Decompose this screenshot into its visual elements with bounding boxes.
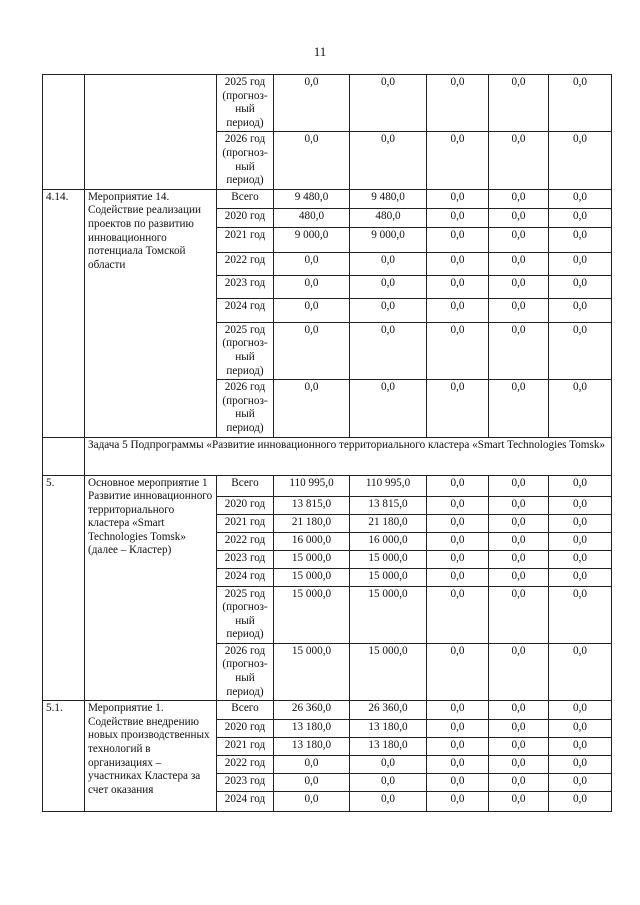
value-cell: 0,0	[549, 75, 612, 132]
value-cell: 0,0	[427, 208, 489, 227]
value-cell: 0,0	[549, 298, 612, 322]
value-cell: 0,0	[549, 252, 612, 275]
period-cell: 2021 год	[217, 514, 274, 532]
value-cell: 16 000,0	[274, 532, 350, 550]
value-cell: 0,0	[549, 132, 612, 189]
value-cell: 9 000,0	[274, 227, 350, 252]
value-cell: 0,0	[274, 756, 350, 774]
measure-4-14-number: 4.14.	[43, 189, 85, 437]
value-cell: 0,0	[489, 514, 549, 532]
value-cell: 0,0	[549, 208, 612, 227]
value-cell: 0,0	[427, 275, 489, 298]
value-cell: 0,0	[350, 322, 427, 379]
value-cell: 21 180,0	[350, 514, 427, 532]
value-cell: 26 360,0	[274, 701, 350, 720]
value-cell: 0,0	[427, 475, 489, 496]
value-cell: 0,0	[350, 275, 427, 298]
value-cell: 13 815,0	[274, 496, 350, 514]
value-cell: 0,0	[489, 252, 549, 275]
value-cell: 0,0	[427, 298, 489, 322]
value-cell: 0,0	[350, 792, 427, 812]
value-cell: 0,0	[274, 298, 350, 322]
period-cell: 2020 год	[217, 720, 274, 738]
value-cell: 15 000,0	[274, 550, 350, 568]
value-cell: 0,0	[549, 701, 612, 720]
value-cell: 0,0	[489, 550, 549, 568]
value-cell: 0,0	[427, 701, 489, 720]
value-cell: 0,0	[427, 774, 489, 792]
period-cell: 2022 год	[217, 532, 274, 550]
value-cell: 110 995,0	[350, 475, 427, 496]
value-cell: 0,0	[274, 275, 350, 298]
period-cell: 2020 год	[217, 208, 274, 227]
value-cell: 0,0	[427, 792, 489, 812]
value-cell: 0,0	[489, 208, 549, 227]
value-cell: 0,0	[274, 380, 350, 437]
value-cell: 0,0	[274, 322, 350, 379]
value-cell: 0,0	[549, 568, 612, 586]
value-cell: 15 000,0	[350, 568, 427, 586]
value-cell: 0,0	[350, 774, 427, 792]
measure-4-14-title: Мероприятие 14. Содействие реализации проектов по развитию инновационного потенциала Томской области	[85, 189, 217, 437]
value-cell: 0,0	[489, 532, 549, 550]
value-cell: 0,0	[489, 643, 549, 700]
value-cell: 0,0	[489, 227, 549, 252]
measure-5-1-title: Мероприятие 1. Содействие внедрению новых производственных технологий в организациях – участниках Кластера за счет оказания	[85, 701, 217, 812]
value-cell: 13 815,0	[350, 496, 427, 514]
value-cell: 15 000,0	[274, 586, 350, 643]
value-cell: 26 360,0	[350, 701, 427, 720]
measure-5-title: Основное мероприятие 1 Развитие инновационного территориального кластера «Smart Technologies Tomsk» (далее – Кластер)	[85, 475, 217, 701]
value-cell: 0,0	[427, 586, 489, 643]
value-cell: 0,0	[489, 189, 549, 208]
value-cell: 0,0	[489, 568, 549, 586]
value-cell: 0,0	[549, 792, 612, 812]
period-cell: 2022 год	[217, 756, 274, 774]
value-cell: 0,0	[489, 275, 549, 298]
period-cell: 2023 год	[217, 774, 274, 792]
period-cell: 2025 год (прогноз-ный период)	[217, 75, 274, 132]
value-cell: 13 180,0	[274, 738, 350, 756]
continuation-row	[43, 75, 612, 132]
value-cell: 0,0	[489, 586, 549, 643]
value-cell: 0,0	[427, 514, 489, 532]
value-cell: 0,0	[489, 132, 549, 189]
value-cell: 0,0	[549, 774, 612, 792]
period-cell: Всего	[217, 189, 274, 208]
value-cell: 0,0	[350, 380, 427, 437]
value-cell: 0,0	[489, 475, 549, 496]
value-cell: 0,0	[274, 252, 350, 275]
period-cell: Всего	[217, 701, 274, 720]
measure-5-number: 5.	[43, 475, 85, 701]
value-cell: 0,0	[549, 532, 612, 550]
value-cell: 9 000,0	[350, 227, 427, 252]
value-cell: 0,0	[274, 132, 350, 189]
budget-table	[42, 74, 612, 812]
period-cell: 2022 год	[217, 252, 274, 275]
value-cell: 21 180,0	[274, 514, 350, 532]
value-cell: 13 180,0	[350, 738, 427, 756]
value-cell: 0,0	[427, 532, 489, 550]
value-cell: 0,0	[549, 720, 612, 738]
value-cell: 0,0	[549, 227, 612, 252]
continuation-number	[43, 75, 85, 190]
period-cell: 2025 год (прогноз-ный период)	[217, 322, 274, 379]
measure-5-1-row	[43, 701, 612, 720]
value-cell: 0,0	[489, 380, 549, 437]
value-cell: 0,0	[427, 132, 489, 189]
value-cell: 0,0	[549, 756, 612, 774]
period-cell: 2020 год	[217, 496, 274, 514]
value-cell: 0,0	[549, 738, 612, 756]
continuation-title	[85, 75, 217, 190]
task-5-row	[43, 437, 612, 475]
period-cell: 2023 год	[217, 550, 274, 568]
value-cell: 0,0	[427, 75, 489, 132]
period-cell: 2025 год (прогноз-ный период)	[217, 586, 274, 643]
value-cell: 0,0	[549, 586, 612, 643]
period-cell: 2026 год (прогноз-ный период)	[217, 643, 274, 700]
value-cell: 0,0	[350, 756, 427, 774]
value-cell: 0,0	[427, 380, 489, 437]
value-cell: 0,0	[350, 75, 427, 132]
value-cell: 0,0	[549, 550, 612, 568]
period-cell: 2023 год	[217, 275, 274, 298]
value-cell: 110 995,0	[274, 475, 350, 496]
period-cell: 2021 год	[217, 738, 274, 756]
value-cell: 15 000,0	[350, 550, 427, 568]
period-cell: 2021 год	[217, 227, 274, 252]
value-cell: 0,0	[427, 496, 489, 514]
value-cell: 0,0	[489, 701, 549, 720]
value-cell: 480,0	[350, 208, 427, 227]
period-cell: 2024 год	[217, 792, 274, 812]
period-cell: 2024 год	[217, 298, 274, 322]
value-cell: 15 000,0	[274, 568, 350, 586]
value-cell: 0,0	[489, 756, 549, 774]
period-cell: 2026 год (прогноз-ный период)	[217, 380, 274, 437]
value-cell: 0,0	[350, 252, 427, 275]
value-cell: 0,0	[350, 132, 427, 189]
value-cell: 0,0	[427, 189, 489, 208]
value-cell: 0,0	[489, 75, 549, 132]
value-cell: 9 480,0	[274, 189, 350, 208]
value-cell: 0,0	[489, 738, 549, 756]
value-cell: 0,0	[427, 322, 489, 379]
value-cell: 13 180,0	[274, 720, 350, 738]
value-cell: 0,0	[427, 643, 489, 700]
value-cell: 0,0	[549, 380, 612, 437]
value-cell: 0,0	[549, 189, 612, 208]
value-cell: 0,0	[549, 643, 612, 700]
value-cell: 0,0	[427, 568, 489, 586]
measure-5-row	[43, 475, 612, 496]
page-number: 11	[313, 44, 327, 59]
value-cell: 0,0	[489, 774, 549, 792]
value-cell: 13 180,0	[350, 720, 427, 738]
value-cell: 0,0	[489, 720, 549, 738]
value-cell: 15 000,0	[350, 643, 427, 700]
task-5-heading: Задача 5 Подпрограммы «Развитие инновационного территориального кластера «Smart Technologies Tomsk»	[85, 437, 612, 475]
value-cell: 0,0	[489, 496, 549, 514]
value-cell: 0,0	[489, 298, 549, 322]
period-cell: 2024 год	[217, 568, 274, 586]
value-cell: 0,0	[427, 756, 489, 774]
value-cell: 480,0	[274, 208, 350, 227]
value-cell: 0,0	[489, 322, 549, 379]
value-cell: 15 000,0	[274, 643, 350, 700]
value-cell: 0,0	[274, 75, 350, 132]
value-cell: 0,0	[274, 774, 350, 792]
value-cell: 0,0	[549, 322, 612, 379]
task-5-empty-cell	[43, 437, 85, 475]
value-cell: 0,0	[549, 514, 612, 532]
measure-5-1-number: 5.1.	[43, 701, 85, 812]
period-cell: Всего	[217, 475, 274, 496]
value-cell: 16 000,0	[350, 532, 427, 550]
value-cell: 0,0	[427, 738, 489, 756]
period-cell: 2026 год (прогноз-ный период)	[217, 132, 274, 189]
value-cell: 0,0	[427, 227, 489, 252]
value-cell: 0,0	[549, 275, 612, 298]
value-cell: 0,0	[549, 496, 612, 514]
value-cell: 0,0	[427, 550, 489, 568]
value-cell: 9 480,0	[350, 189, 427, 208]
value-cell: 0,0	[489, 792, 549, 812]
value-cell: 0,0	[274, 792, 350, 812]
value-cell: 0,0	[427, 720, 489, 738]
value-cell: 0,0	[427, 252, 489, 275]
value-cell: 0,0	[549, 475, 612, 496]
value-cell: 0,0	[350, 298, 427, 322]
value-cell: 15 000,0	[350, 586, 427, 643]
measure-4-14-row	[43, 189, 612, 208]
